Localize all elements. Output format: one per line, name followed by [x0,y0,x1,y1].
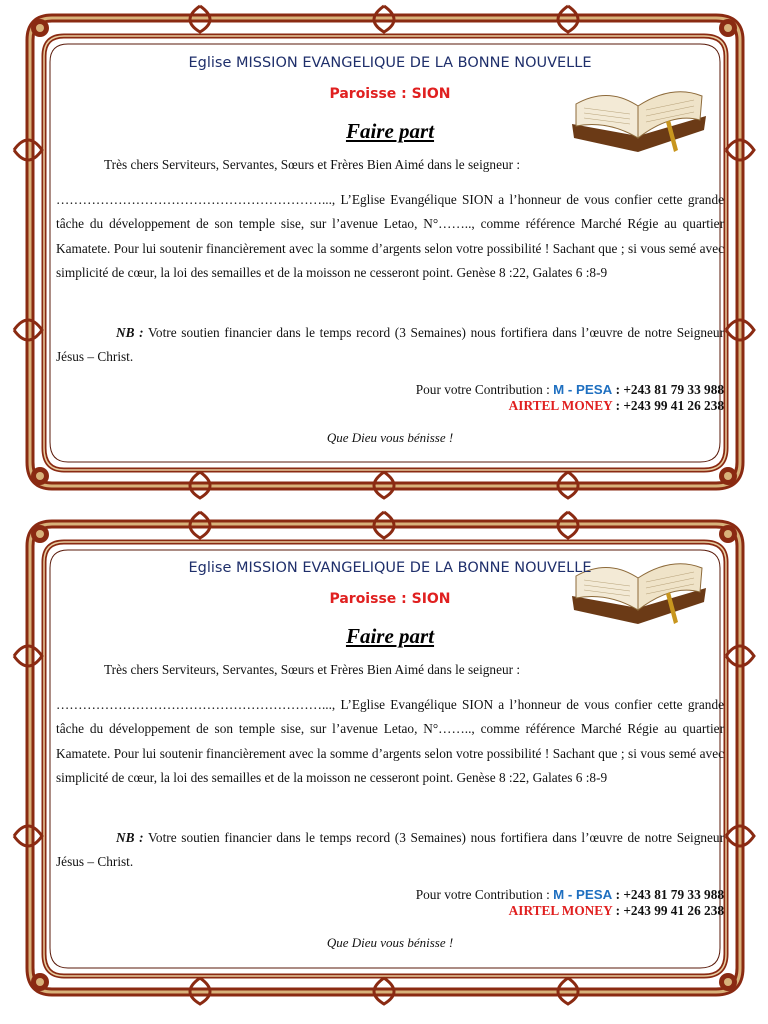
body-paragraph: ……………………………………………………..., L’Eglise Evangélique SION a l’honneur de vous confier cette grande tâche du développement de son temple sise, sur l’avenue Letao, N°…….., comme référence Marché Régie au quartier Kamatete. Pour lui soutenir financièrement avec la somme d’argents selon votre possibilité ! Sachant que ; si vous semé avec simplicité de cœur, la loi des semailles et de la moisson ne cesseront point. Genèse 8 :22, Galates 6 :8-9 [56,192,724,281]
airtel-label: AIRTEL MONEY [508,398,613,413]
mpesa-number: : +243 81 79 33 988 [612,382,724,397]
airtel-line [416,398,724,414]
church-name: Eglise MISSION EVANGELIQUE DE LA BONNE NOUVELLE [188,55,592,71]
mpesa-number: : +243 81 79 33 988 [612,887,724,902]
nb-label: NB : [116,830,144,845]
contribution-block [416,382,724,414]
card-title: Faire part [345,624,435,648]
greeting: Très chers Serviteurs, Servantes, Sœurs et Frères Bien Aimé dans le seigneur : [104,157,521,172]
parish-name: Paroisse : SION [329,591,451,607]
church-name: Eglise MISSION EVANGELIQUE DE LA BONNE NOUVELLE [188,560,592,576]
invitation-card-1 [0,0,768,505]
blessing: Que Dieu vous bénisse ! [326,430,454,445]
contribution-label: Pour votre Contribution : [415,382,554,397]
card-title: Faire part [345,119,435,143]
contribution-label: Pour votre Contribution : [415,887,554,902]
mpesa-line [416,887,724,903]
body-paragraph: ……………………………………………………..., L’Eglise Evangélique SION a l’honneur de vous confier cette grande tâche du développement de son temple sise, sur l’avenue Letao, N°…….., comme référence Marché Régie au quartier Kamatete. Pour lui soutenir financièrement avec la somme d’argents selon votre possibilité ! Sachant que ; si vous semé avec simplicité de cœur, la loi des semailles et de la moisson ne cesseront point. Genèse 8 :22, Galates 6 :8-9 [56,697,724,786]
nb-note [56,826,724,874]
nb-text: Votre soutien financier dans le temps record (3 Semaines) nous fortifiera dans l’œuvre de notre Seigneur Jésus – Christ. [56,830,724,869]
greeting: Très chers Serviteurs, Servantes, Sœurs et Frères Bien Aimé dans le seigneur : [104,662,521,677]
nb-note [56,321,724,369]
nb-label: NB : [116,325,144,340]
mpesa-line [416,382,724,398]
mpesa-label: M - PESA [553,382,613,397]
parish-name: Paroisse : SION [329,86,451,102]
airtel-label: AIRTEL MONEY [508,903,613,918]
nb-text: Votre soutien financier dans le temps record (3 Semaines) nous fortifiera dans l’œuvre de notre Seigneur Jésus – Christ. [56,325,724,364]
mpesa-label: M - PESA [553,887,613,902]
airtel-number: : +243 99 41 26 238 [612,398,724,413]
blessing: Que Dieu vous bénisse ! [326,935,454,950]
airtel-line [416,903,724,919]
invitation-card-2 [0,506,768,1011]
contribution-block [416,887,724,919]
airtel-number: : +243 99 41 26 238 [612,903,724,918]
